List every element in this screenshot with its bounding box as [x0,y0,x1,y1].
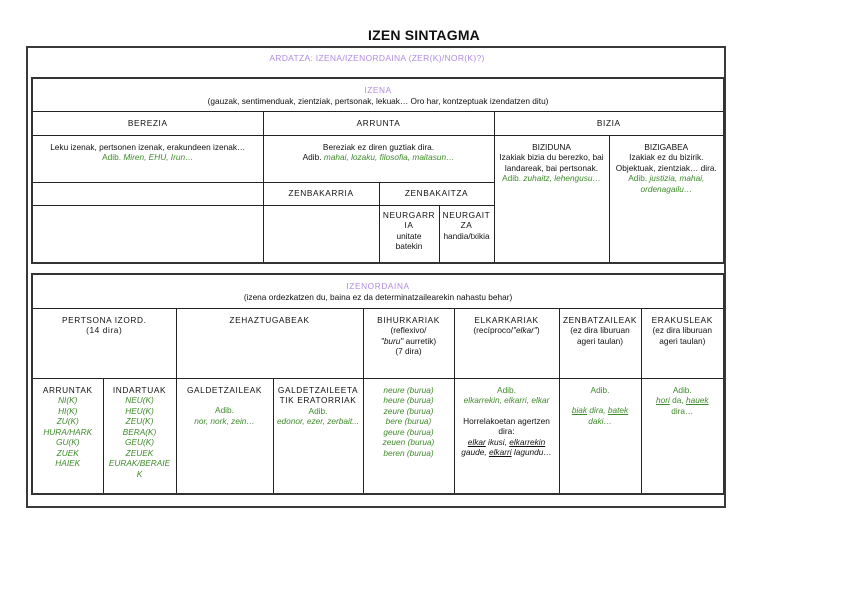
elkarkariak-usage-text: gaude, [461,447,489,457]
eratorriak-label: GALDETZAILEETATIK ERATORRIAK [277,384,359,405]
neurgaitza-cell [439,205,494,263]
indartuak-item: ZEUEK [125,447,154,458]
bihurkariak-quote: "buru" [380,335,404,346]
indartuak-cell [103,378,176,494]
zenbatzaileak-ex2-word: batek [607,405,629,415]
izena-table [31,77,725,264]
elkarkariak-label: ELKARKARIAK [474,314,539,325]
arrunta-header: ARRUNTA [263,111,494,135]
bihurkariak-item: bere (burua) [385,416,432,426]
elkarkariak-cell [454,378,559,494]
berezia-example-prefix: Adib. [102,152,122,162]
arrunta-cell [263,135,494,182]
indartuak-item: BERA(K) [122,426,157,437]
arrunta-example-prefix: Adib. [302,152,322,162]
arruntak-item: HURA/HARK [43,426,93,437]
galdetzaileak-cell [176,378,273,494]
galdetzaileak-label: GALDETZAILEAK [186,384,263,395]
indartuak-item: HEU(K) [125,405,154,416]
indartuak-item: ZEU(K) [125,416,154,426]
galdetzaileak-examples: nor, nork, zein… [194,415,255,426]
neurgarria-label: NEURGARRIA [382,209,436,230]
bizigabea-example-prefix: Adib. [628,173,648,183]
arruntak-item: HI(K) [58,405,78,416]
bihurkariak-item: beren (burua) [383,447,434,458]
arruntak-item: HAIEK [55,458,81,468]
bihurkariak-sub3: (7 dira) [395,346,422,356]
izena-header [32,78,724,111]
indartuak-item: NEU(K) [125,395,154,405]
eratorriak-examples: edonor, ezer, zerbait... [276,416,360,426]
bihurkariak-sub2: aurretik) [403,335,437,346]
izenordaina-description: (izena ordezkatzen du, baina ez da determinatzailearekin nahastu behar) [243,291,513,302]
zenbatzaileak-ex2-text: daki… [588,415,612,426]
neurgaitza-label: NEURGAITZA [442,209,491,230]
biziduna-text: Izakiak bizia du berezko, bai landareak, bai pertsonak. [499,152,604,173]
elkarkariak-examples: elkarrekin, elkarri, elkar [463,395,550,405]
pertsona-label: PERTSONA IZORD. [62,314,147,325]
berezia-text: Leku izenak, pertsonen izenak, erakundeen izenak… [50,141,246,152]
elkarkariak-usage-word: elkarrekin [509,436,546,447]
erakusleak-label: ERAKUSLEAK [651,314,713,325]
page-title: IZEN SINTAGMA [367,27,480,43]
izenordaina-table [31,273,725,495]
erakusleak-header [641,308,724,378]
zenbakarria-empty-cell [263,205,379,263]
zenbakaitza-header: ZENBAKAITZA [379,182,494,205]
elkarkariak-quote: "elkar" [513,325,537,335]
bizigabea-label: BIZIGABEA [644,141,689,152]
bizigabea-cell [609,135,724,263]
bihurkariak-item: heure (burua) [383,395,434,405]
galdetzaileak-example-prefix: Adib. [215,405,234,415]
zenbatzaileak-example-prefix: Adib. [590,384,610,395]
erakusleak-sub: (ez dira liburuan ageri taulan) [652,325,713,346]
elkarkariak-note: Horrelakoetan agertzen dira: [463,415,550,436]
zenbatzaileak-header [559,308,641,378]
arruntak-label: ARRUNTAK [42,384,93,395]
berezia-cell [32,135,263,182]
zenbakarria-header: ZENBAKARRIA [263,182,379,205]
neurgarria-text: unitate batekin [395,230,423,251]
biziduna-label: BIZIDUNA [532,141,571,152]
arruntak-item: ZUEK [56,447,79,458]
eratorriak-cell [273,378,363,494]
neurgarria-cell [379,205,439,263]
indartuak-item: GEU(K) [124,437,155,447]
arruntak-item: NI(K) [58,395,78,405]
izenordaina-header [32,274,724,308]
bizigabea-text: Izakiak ez du bizirik. Objektuak, zientziak… dira. [615,152,717,173]
elkarkariak-example-prefix: Adib. [497,384,516,395]
bihurkariak-cell [363,378,454,494]
zenbatzaileak-label: ZENBATZAILEAK [562,314,638,325]
elkarkariak-sub-post: ) [536,325,540,335]
berezia-empty-cell-2 [32,205,263,263]
indartuak-item: EURAK/BERAIEK [108,458,171,479]
zenbatzaileak-ex1-word: biak [571,405,588,415]
pertsona-sub: (14 dira) [86,325,123,335]
izena-heading: IZENA [364,85,392,95]
berezia-empty-cell [32,182,263,205]
elkarkariak-usage-word: elkar [467,436,486,447]
bihurkariak-header [363,308,454,378]
biziduna-cell [494,135,609,263]
izenordaina-heading: IZENORDAINA [346,281,410,291]
bihurkariak-sub1: (reflexivo/ [390,325,427,335]
eratorriak-example-prefix: Adib. [308,405,328,416]
bizigabea-examples: justizia, mahai, ordenagailu… [640,173,705,194]
bihurkariak-item: zeure (burua) [383,405,434,416]
indartuak-label: INDARTUAK [112,384,167,395]
neurgaitza-text: handia/txikia [443,230,490,241]
elkarkariak-usage-word: elkarri [488,447,512,457]
zenbatzaileak-sub: (ez dira liburuan ageri taulan) [570,325,630,346]
arrunta-text: Bereziak ez diren guztiak dira. [322,141,435,152]
berezia-examples: Miren, EHU, Irun… [123,152,194,162]
erakusleak-ex2-text: dira… [671,405,694,416]
izena-description: (gauzak, sentimenduak, zientziak, pertsonak, lekuak… Oro har, kontzeptuak izendatzen ditu) [207,95,549,106]
biziduna-example-prefix: Adib. [502,173,522,183]
bihurkariak-item: zeuen (burua) [382,437,435,447]
erakusleak-cell [641,378,724,494]
elkarkariak-header [454,308,559,378]
axis-label: ARDATZA: IZENA/IZENORDAINA (ZER(K)/NOR(K)?) [269,53,485,63]
erakusleak-ex1-text: da, [669,395,686,405]
bihurkariak-item: neure (burua) [383,384,434,395]
arruntak-cell [32,378,103,494]
arruntak-item: ZU(K) [56,416,79,426]
elkarkariak-usage-text: lagundu… [511,447,552,457]
zenbatzaileak-cell [559,378,641,494]
erakusleak-ex1-word: hori [655,395,670,405]
arrunta-examples: mahai, lozaku, filosofia, maitasun… [323,152,455,162]
biziduna-examples: zuhaitz, lehengusu… [523,173,601,183]
elkarkariak-sub-pre: (recíproco/ [473,325,513,335]
berezia-header: BEREZIA [32,111,263,135]
elkarkariak-usage-text: ikusi, [485,436,510,447]
zehaztugabeak-header: ZEHAZTUGABEAK [176,308,363,378]
bihurkariak-item: geure (burua) [383,426,434,437]
erakusleak-example-prefix: Adib. [672,384,692,395]
bihurkariak-label: BIHURKARIAK [377,314,440,325]
arruntak-item: GU(K) [55,437,80,447]
zenbatzaileak-ex1-text: dira, [587,405,608,415]
bizia-header: BIZIA [494,111,724,135]
pertsona-header [32,308,176,378]
erakusleak-ex2-word: hauek [685,395,709,405]
